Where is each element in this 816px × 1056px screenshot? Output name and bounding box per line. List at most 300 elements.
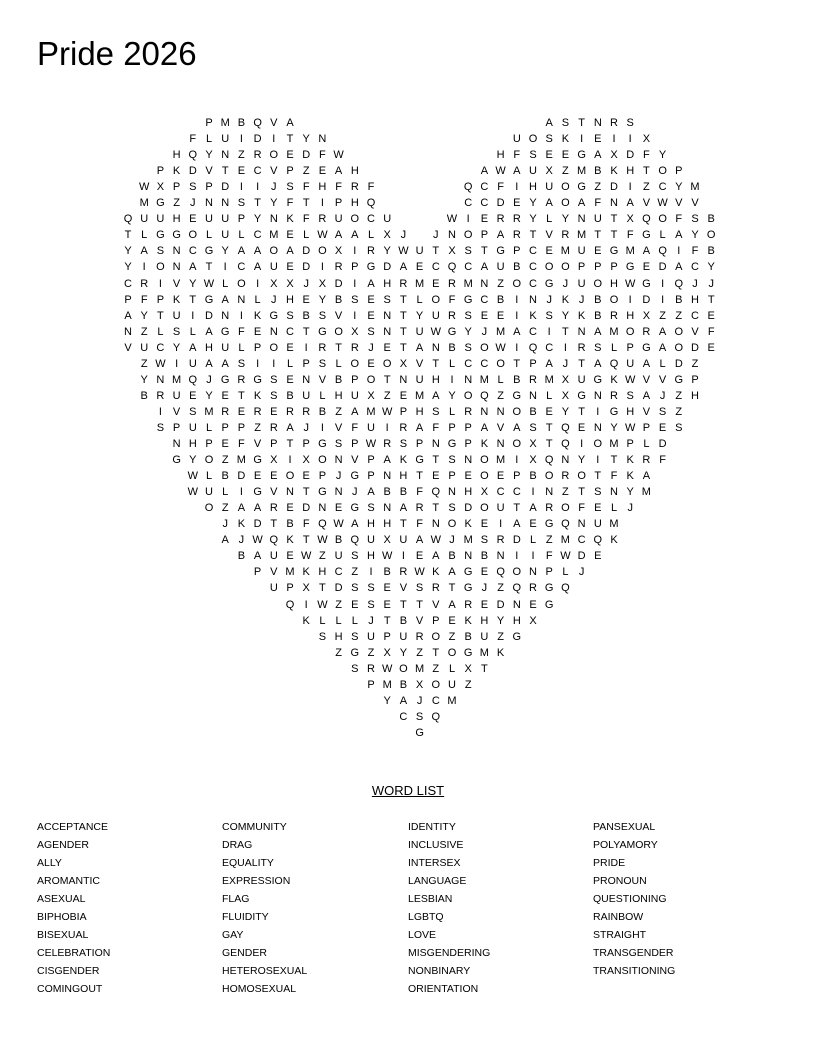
grid-letter: P	[205, 438, 213, 450]
grid-letter: L	[335, 614, 342, 627]
grid-letter: N	[383, 502, 392, 515]
grid-letter: U	[415, 373, 424, 386]
grid-letter: N	[529, 293, 537, 306]
grid-letter: U	[399, 534, 408, 547]
grid-letter: R	[610, 309, 618, 322]
grid-letter: H	[464, 486, 473, 499]
grid-letter: G	[415, 726, 424, 739]
grid-letter: Z	[659, 309, 666, 322]
grid-letter: O	[318, 454, 327, 467]
word-list-item: CISGENDER	[37, 965, 100, 977]
grid-letter: R	[642, 325, 651, 338]
grid-letter: Y	[172, 341, 181, 354]
grid-letter: P	[156, 165, 165, 178]
grid-letter: Q	[123, 213, 133, 226]
grid-letter: I	[158, 405, 162, 418]
grid-letter: P	[237, 213, 246, 226]
word-list-item: STRAIGHT	[593, 929, 647, 941]
grid-letter: P	[432, 614, 440, 627]
grid-letter: D	[221, 181, 230, 194]
grid-letter: W	[414, 566, 425, 579]
grid-letter: Z	[545, 534, 553, 547]
grid-letter: Z	[497, 582, 504, 595]
word-list-item: CELEBRATION	[37, 947, 111, 959]
grid-letter: A	[529, 502, 537, 515]
grid-letter: X	[318, 277, 327, 290]
grid-letter: D	[610, 181, 618, 194]
grid-letter: W	[560, 550, 571, 563]
grid-letter: K	[286, 213, 294, 226]
grid-row-right	[120, 115, 720, 131]
grid-letter: Q	[544, 454, 554, 467]
grid-letter: X	[302, 454, 310, 467]
grid-letter: U	[205, 213, 213, 226]
grid-letter: S	[318, 309, 327, 322]
grid-letter: Q	[658, 245, 667, 258]
grid-letter: Z	[221, 502, 229, 515]
grid-letter: R	[610, 117, 618, 129]
grid-row	[120, 500, 720, 516]
grid-letter: W	[203, 277, 215, 290]
word-list-item: DRAG	[222, 839, 253, 851]
grid-row-right	[120, 163, 720, 179]
word-list-item: TRANSITIONING	[593, 965, 676, 977]
grid-letter: E	[561, 149, 570, 162]
grid-letter: O	[431, 678, 441, 691]
grid-letter: H	[172, 213, 181, 226]
grid-letter: G	[318, 438, 327, 450]
grid-letter: E	[302, 470, 310, 483]
grid-letter: W	[495, 341, 506, 354]
grid-letter: P	[642, 421, 651, 434]
grid-letter: L	[497, 373, 504, 386]
word-list-item: INTERSEX	[408, 857, 461, 869]
grid-letter: S	[367, 325, 375, 338]
grid-letter: R	[464, 598, 473, 611]
word-list-column-3	[408, 818, 588, 998]
grid-letter: G	[463, 646, 473, 659]
grid-letter: R	[302, 405, 311, 418]
grid-row	[120, 324, 720, 340]
grid-letter: R	[318, 213, 327, 226]
grid-letter: Y	[561, 309, 570, 322]
grid-letter: O	[269, 245, 279, 258]
grid-letter: W	[365, 438, 377, 450]
grid-letter: F	[189, 133, 197, 146]
grid-letter: K	[626, 470, 634, 483]
grid-row	[120, 308, 720, 324]
grid-letter: J	[271, 181, 277, 194]
grid-row	[120, 548, 720, 564]
grid-letter: M	[269, 229, 279, 242]
grid-row-right	[120, 211, 720, 227]
grid-letter: P	[253, 566, 262, 579]
grid-letter: G	[544, 277, 554, 290]
grid-letter: E	[432, 277, 440, 290]
grid-letter: Z	[562, 486, 569, 499]
grid-letter: Q	[642, 213, 651, 226]
grid-letter: S	[480, 534, 489, 547]
grid-letter: P	[415, 438, 424, 450]
grid-letter: H	[350, 165, 359, 178]
grid-letter: R	[399, 277, 408, 290]
grid-letter: K	[626, 454, 634, 467]
grid-letter: A	[594, 325, 602, 338]
grid-letter: O	[561, 261, 570, 274]
grid-letter: L	[238, 229, 245, 242]
grid-letter: Q	[561, 421, 570, 434]
word-list-item: COMMUNITY	[222, 821, 287, 833]
grid-letter: K	[610, 373, 618, 386]
grid-letter: Y	[415, 309, 424, 322]
grid-letter: G	[463, 582, 473, 595]
grid-letter: Z	[675, 405, 683, 418]
grid-letter: W	[252, 534, 263, 547]
grid-letter: U	[221, 133, 230, 146]
grid-letter: S	[626, 389, 634, 402]
grid-row	[120, 468, 720, 484]
grid-letter: K	[610, 165, 618, 178]
grid-letter: U	[529, 165, 537, 178]
grid-letter: Y	[561, 405, 570, 418]
grid-row	[120, 629, 720, 645]
grid-letter: A	[189, 341, 197, 354]
grid-row	[120, 532, 720, 548]
grid-letter: Y	[140, 309, 148, 322]
grid-letter: N	[334, 454, 343, 467]
grid-letter: M	[139, 197, 149, 210]
grid-letter: Y	[675, 181, 683, 194]
grid-letter: A	[189, 261, 197, 274]
grid-letter: O	[156, 261, 165, 274]
grid-letter: N	[496, 405, 505, 418]
grid-letter: V	[172, 277, 181, 290]
grid-letter: T	[610, 454, 618, 467]
word-list-item: QUESTIONING	[593, 893, 667, 905]
grid-letter: I	[401, 550, 405, 563]
grid-letter: M	[496, 325, 506, 338]
grid-letter: N	[172, 245, 181, 258]
grid-letter: R	[383, 438, 392, 450]
grid-letter: N	[269, 213, 278, 226]
grid-letter: P	[156, 293, 165, 306]
grid-letter: I	[191, 309, 195, 322]
grid-letter: W	[138, 181, 150, 194]
grid-letter: X	[529, 438, 537, 450]
grid-letter: E	[189, 213, 197, 226]
grid-letter: P	[351, 373, 359, 386]
grid-letter: O	[577, 470, 586, 483]
grid-letter: U	[269, 550, 278, 563]
grid-letter: O	[609, 293, 619, 306]
grid-letter: P	[205, 181, 213, 194]
grid-letter: J	[271, 293, 277, 306]
grid-letter: S	[529, 149, 537, 162]
grid-letter: U	[140, 341, 149, 354]
grid-letter: Z	[335, 405, 342, 418]
grid-letter: E	[707, 309, 715, 322]
grid-letter: F	[302, 213, 310, 226]
grid-letter: H	[610, 277, 618, 290]
grid-letter: I	[353, 277, 357, 290]
grid-letter: W	[333, 149, 344, 162]
grid-letter: F	[238, 325, 245, 338]
grid-letter: X	[383, 534, 391, 547]
grid-letter: H	[286, 293, 294, 306]
grid-letter: O	[496, 357, 505, 370]
grid-letter: U	[367, 534, 375, 547]
grid-letter: T	[124, 229, 132, 242]
grid-letter: O	[658, 213, 667, 226]
grid-letter: D	[496, 197, 505, 210]
word-list-item: HOMOSEXUAL	[222, 983, 297, 995]
grid-letter: E	[415, 261, 424, 274]
grid-letter: G	[674, 373, 684, 386]
grid-letter: N	[269, 325, 278, 338]
grid-letter: U	[399, 630, 408, 643]
grid-letter: Z	[254, 421, 261, 434]
grid-letter: O	[480, 341, 489, 354]
grid-letter: E	[480, 309, 489, 322]
grid-letter: F	[594, 197, 602, 210]
grid-letter: O	[544, 261, 554, 274]
grid-letter: C	[480, 293, 489, 306]
grid-letter: B	[399, 614, 408, 627]
grid-letter: R	[448, 277, 456, 290]
grid-letter: S	[237, 197, 246, 210]
grid-letter: E	[367, 309, 375, 322]
grid-letter: J	[303, 277, 309, 290]
grid-letter: F	[367, 181, 375, 194]
grid-letter: T	[513, 357, 521, 370]
grid-letter: E	[529, 598, 537, 611]
grid-letter: J	[222, 518, 228, 531]
grid-letter: Z	[335, 646, 342, 659]
grid-letter: I	[256, 357, 260, 370]
grid-letter: V	[415, 614, 424, 627]
grid-letter: C	[464, 197, 473, 210]
grid-letter: M	[285, 566, 295, 579]
grid-letter: G	[318, 325, 327, 338]
grid-letter: J	[238, 534, 245, 547]
grid-letter: Z	[432, 662, 440, 675]
grid-letter: I	[142, 261, 146, 274]
grid-letter: C	[464, 357, 473, 370]
grid-letter: Y	[140, 373, 148, 386]
grid-letter: E	[464, 470, 472, 483]
grid-letter: Q	[318, 518, 327, 531]
grid-letter: G	[593, 373, 603, 386]
grid-row	[120, 580, 720, 596]
grid-letter: H	[512, 614, 521, 627]
grid-letter: I	[515, 181, 519, 194]
grid-letter: H	[350, 197, 359, 210]
grid-letter: U	[367, 421, 375, 434]
grid-letter: A	[237, 245, 246, 258]
grid-letter: B	[448, 550, 456, 563]
grid-letter: O	[561, 197, 570, 210]
grid-letter: P	[577, 261, 586, 274]
grid-letter: W	[398, 245, 409, 258]
grid-letter: C	[658, 181, 667, 194]
grid-letter: P	[626, 341, 634, 354]
grid-letter: S	[351, 550, 359, 563]
grid-letter: Q	[609, 357, 619, 370]
grid-letter: U	[383, 213, 392, 226]
grid-letter: Q	[253, 117, 262, 129]
grid-letter: T	[400, 518, 407, 531]
grid-letter: F	[578, 502, 585, 515]
grid-letter: A	[140, 245, 148, 258]
grid-letter: N	[431, 341, 440, 354]
grid-letter: T	[448, 582, 456, 595]
grid-letter: Z	[675, 309, 683, 322]
grid-letter: A	[253, 502, 262, 515]
grid-letter: D	[626, 149, 635, 162]
grid-row	[120, 452, 720, 468]
grid-letter: O	[382, 357, 392, 370]
grid-letter: E	[594, 133, 602, 146]
grid-row	[120, 677, 720, 693]
grid-letter: J	[433, 229, 439, 242]
grid-letter: O	[285, 470, 295, 483]
grid-letter: R	[237, 373, 246, 386]
grid-letter: T	[594, 229, 602, 242]
grid-letter: P	[610, 261, 618, 274]
grid-letter: U	[172, 309, 181, 322]
grid-letter: K	[286, 534, 294, 547]
grid-letter: E	[496, 309, 505, 322]
grid-letter: P	[367, 678, 375, 691]
grid-letter: A	[334, 165, 343, 178]
grid-letter: Z	[383, 389, 391, 402]
grid-letter: E	[286, 373, 294, 386]
grid-row	[120, 259, 720, 275]
grid-letter: J	[400, 229, 407, 242]
grid-letter: Q	[350, 534, 360, 547]
grid-letter: T	[643, 165, 650, 178]
grid-letter: P	[464, 438, 472, 450]
grid-letter: G	[318, 486, 327, 499]
grid-letter: X	[626, 213, 634, 226]
grid-letter: E	[286, 149, 294, 162]
grid-letter: I	[320, 421, 324, 434]
grid-letter: U	[496, 502, 505, 515]
word-list-item: AROMANTIC	[37, 875, 100, 887]
grid-letter: R	[334, 261, 343, 274]
grid-letter: F	[302, 181, 310, 194]
grid-letter: I	[563, 341, 567, 354]
grid-row	[120, 388, 720, 404]
grid-letter: R	[318, 341, 327, 354]
grid-letter: I	[272, 133, 276, 146]
grid-letter: M	[609, 518, 619, 531]
grid-letter: O	[512, 277, 522, 290]
grid-letter: W	[381, 405, 393, 418]
grid-letter: S	[318, 630, 327, 643]
grid-letter: E	[351, 598, 359, 611]
grid-letter: F	[513, 149, 521, 162]
grid-letter: L	[141, 229, 148, 242]
word-list-item: LOVE	[408, 929, 437, 941]
grid-letter: Z	[238, 149, 245, 162]
grid-letter: R	[512, 229, 521, 242]
grid-row	[120, 484, 720, 500]
grid-letter: I	[239, 309, 243, 322]
grid-letter: S	[286, 181, 294, 194]
grid-letter: T	[302, 534, 310, 547]
grid-letter: Z	[691, 357, 699, 370]
grid-letter: V	[270, 117, 278, 129]
grid-letter: K	[237, 518, 246, 531]
grid-letter: I	[353, 309, 357, 322]
grid-letter: W	[446, 213, 458, 226]
grid-letter: D	[496, 598, 505, 611]
grid-letter: A	[221, 534, 229, 547]
grid-letter: T	[286, 133, 294, 146]
grid-letter: O	[593, 438, 603, 450]
grid-letter: E	[545, 245, 553, 258]
grid-letter: L	[222, 486, 229, 499]
grid-letter: B	[140, 389, 148, 402]
grid-letter: Q	[674, 277, 684, 290]
word-list-item: ASEXUAL	[37, 893, 86, 905]
grid-letter: O	[625, 325, 635, 338]
word-list-item: TRANSGENDER	[593, 947, 674, 959]
grid-letter: Y	[707, 261, 715, 274]
grid-letter: S	[318, 357, 327, 370]
grid-letter: L	[205, 133, 213, 146]
grid-letter: A	[594, 149, 602, 162]
grid-letter: X	[545, 165, 553, 178]
grid-letter: P	[675, 165, 683, 178]
grid-letter: J	[481, 582, 488, 595]
grid-letter: C	[334, 566, 343, 579]
grid-letter: N	[221, 197, 230, 210]
grid-letter: T	[221, 165, 229, 178]
grid-letter: I	[239, 486, 243, 499]
grid-letter: B	[448, 341, 456, 354]
grid-letter: A	[415, 534, 424, 547]
grid-letter: G	[496, 245, 505, 258]
grid-letter: E	[432, 470, 440, 483]
grid-letter: C	[237, 261, 246, 274]
grid-letter: Y	[626, 486, 634, 499]
grid-letter: W	[495, 165, 506, 178]
grid-letter: T	[481, 245, 488, 258]
grid-letter: B	[237, 550, 246, 563]
grid-letter: E	[496, 470, 505, 483]
grid-letter: G	[642, 341, 651, 354]
grid-letter: A	[448, 598, 456, 611]
grid-letter: I	[499, 518, 503, 531]
grid-letter: N	[399, 373, 408, 386]
grid-letter: S	[237, 357, 246, 370]
grid-letter: S	[545, 309, 553, 322]
grid-letter: R	[253, 149, 262, 162]
grid-letter: L	[367, 229, 375, 242]
grid-letter: B	[237, 117, 246, 129]
grid-letter: X	[367, 389, 375, 402]
grid-letter: Z	[464, 678, 472, 691]
grid-letter: H	[691, 389, 699, 402]
grid-letter: E	[253, 325, 262, 338]
grid-letter: O	[561, 181, 570, 194]
grid-letter: T	[254, 197, 261, 210]
word-list-item: BIPHOBIA	[37, 911, 87, 923]
grid-letter: N	[577, 325, 586, 338]
grid-letter: Y	[124, 245, 132, 258]
